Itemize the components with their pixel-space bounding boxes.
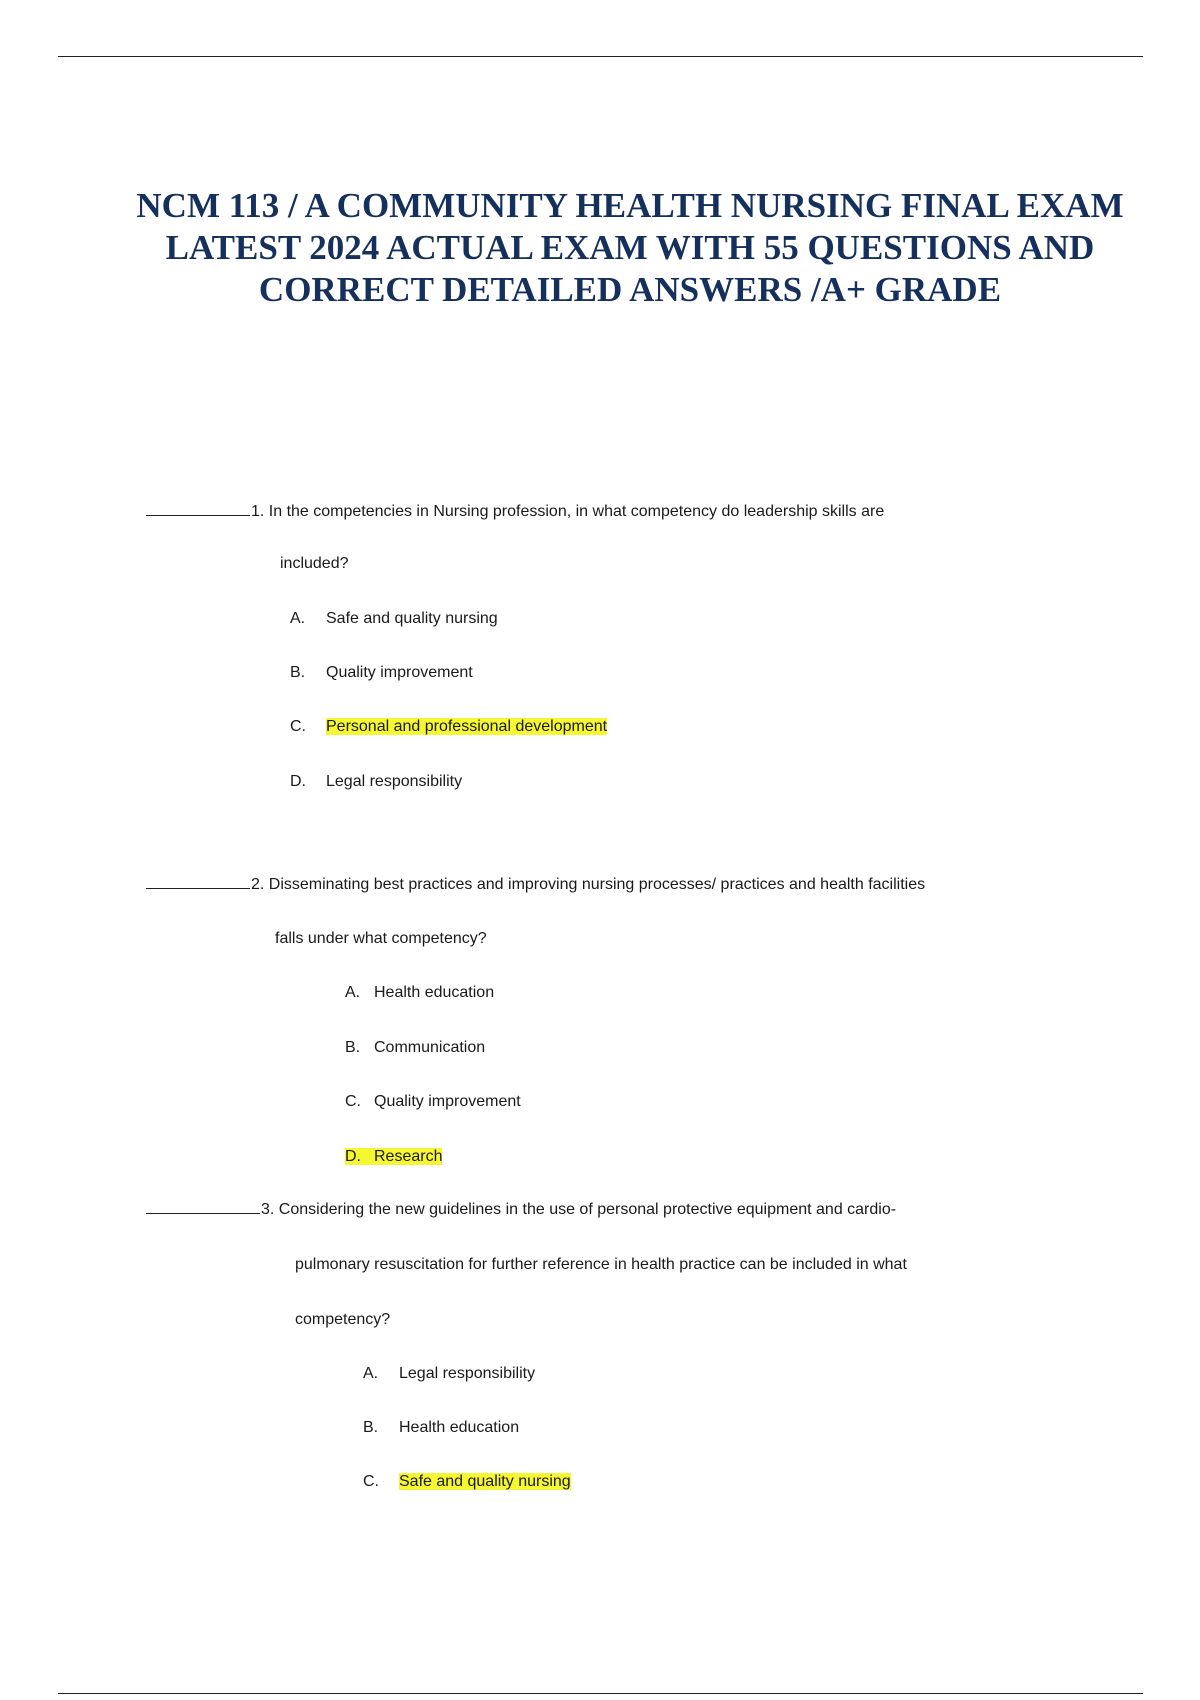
header-rule (58, 56, 1143, 57)
question-2-line-1: 2. Disseminating best practices and improving nursing processes/ practices and health facilities (251, 876, 926, 893)
answer-blank (146, 514, 250, 516)
question-1-option-b: B. Quality improvement (290, 664, 473, 681)
answer-blank (146, 1212, 260, 1214)
question-1-stem (146, 503, 884, 521)
question-3-line-2: pulmonary resuscitation for further reference in health practice can be included in what (295, 1256, 907, 1273)
question-1-option-a: A. Safe and quality nursing (290, 610, 498, 627)
question-3-line-1: 3. Considering the new guidelines in the use of personal protective equipment and cardio- (261, 1201, 897, 1218)
question-2-option-d (345, 1148, 442, 1166)
footer-rule (58, 1693, 1143, 1694)
question-1-line-1: 1. In the competencies in Nursing profession, in what competency do leadership skills are (251, 503, 885, 520)
question-3-stem (146, 1201, 896, 1219)
correct-answer-highlight: D. Research (345, 1148, 443, 1165)
question-2-option-a: A. Health education (345, 984, 495, 1001)
question-2-option-b: B. Communication (345, 1039, 486, 1056)
question-2-line-2: falls under what competency? (275, 930, 487, 947)
question-1-line-2: included? (280, 555, 349, 572)
question-1-option-c: C. Personal and professional development (290, 718, 608, 735)
question-1-option-d: D. Legal responsibility (290, 773, 463, 790)
correct-answer-highlight: Personal and professional development (326, 718, 608, 735)
document-title: NCM 113 / A COMMUNITY HEALTH NURSING FINAL EXAM LATEST 2024 ACTUAL EXAM WITH 55 QUESTIONS AND CORRECT DETAILED ANSWERS /A+ GRADE (136, 186, 1124, 309)
question-3-option-b: B. Health education (363, 1419, 520, 1436)
answer-blank (146, 887, 250, 889)
question-2-stem (146, 876, 925, 894)
correct-answer-highlight: Safe and quality nursing (399, 1473, 571, 1490)
question-3-option-a: A. Legal responsibility (363, 1365, 536, 1382)
question-3-option-c: C. Safe and quality nursing (363, 1473, 571, 1490)
question-3-line-3: competency? (295, 1311, 391, 1328)
question-2-option-c: C. Quality improvement (345, 1093, 521, 1110)
